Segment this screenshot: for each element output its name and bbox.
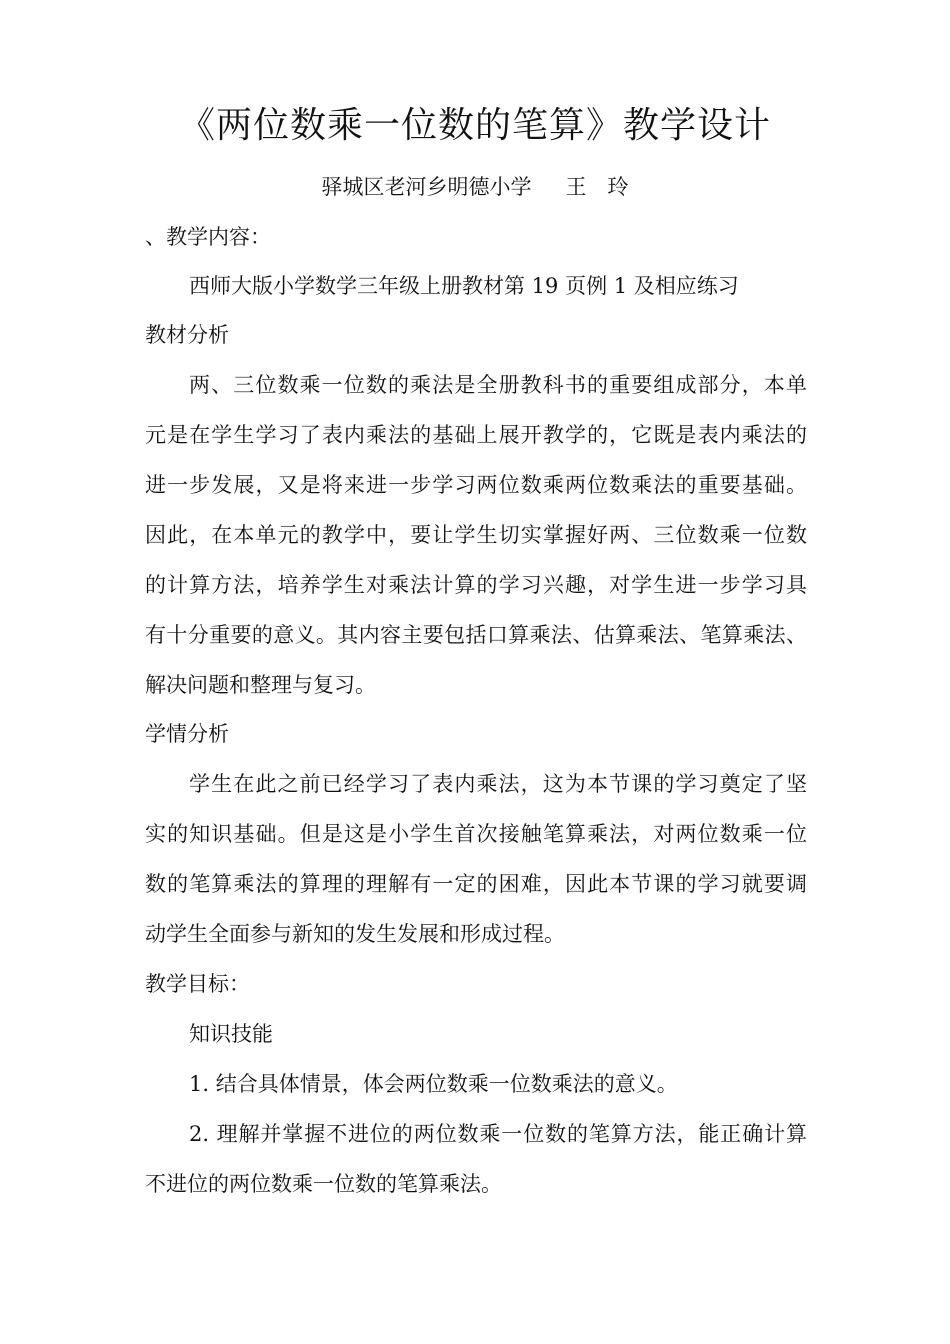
author-school: 驿城区老河乡明德小学 <box>321 175 532 199</box>
material-paragraph-line: 因此，在本单元的教学中，要让学生切实掌握好两、三位数乘一位数 <box>145 523 807 547</box>
goal-item: 1. 结合具体情景，体会两位数乘一位数乘法的意义。 <box>189 1072 678 1096</box>
goals-subheading: 知识技能 <box>189 1022 273 1046</box>
material-paragraph-line: 有十分重要的意义。其内容主要包括口算乘法、估算乘法、笔算乘法、 <box>145 623 807 647</box>
material-paragraph-line: 的计算方法，培养学生对乘法计算的学习兴趣，对学生进一步学习具 <box>145 573 807 597</box>
author-line <box>0 172 950 202</box>
document-title: 《两位数乘一位数的笔算》教学设计 <box>178 105 771 146</box>
material-paragraph-line: 两、三位数乘一位数的乘法是全册教科书的重要组成部分，本单 <box>189 373 807 397</box>
material-heading: 教材分析 <box>145 323 229 347</box>
goal-item: 2. 理解并掌握不进位的两位数乘一位数的笔算方法，能正确计算 <box>189 1122 807 1146</box>
student-paragraph-line: 数的笔算乘法的算理的理解有一定的困难，因此本节课的学习就要调 <box>145 872 807 896</box>
material-paragraph-line: 元是在学生学习了表内乘法的基础上展开教学的，它既是表内乘法的 <box>145 423 807 447</box>
content-text: 西师大版小学数学三年级上册教材第 19 页例 1 及相应练习 <box>189 274 739 298</box>
goals-heading: 教学目标： <box>145 972 250 996</box>
material-paragraph-line: 进一步发展，又是将来进一步学习两位数乘两位数乘法的重要基础。 <box>145 473 807 497</box>
student-paragraph-line: 实的知识基础。但是这是小学生首次接触笔算乘法，对两位数乘一位 <box>145 822 807 846</box>
goal-item-continuation: 不进位的两位数乘一位数的笔算乘法。 <box>145 1172 502 1196</box>
student-paragraph-line: 动学生全面参与新知的发生发展和形成过程。 <box>145 922 565 946</box>
student-paragraph-line: 学生在此之前已经学习了表内乘法，这为本节课的学习奠定了坚 <box>189 772 807 796</box>
material-paragraph-line: 解决问题和整理与复习。 <box>145 673 376 697</box>
student-heading: 学情分析 <box>145 722 229 746</box>
content-heading: 、教学内容： <box>145 225 271 249</box>
author-name: 王 玲 <box>565 175 629 199</box>
